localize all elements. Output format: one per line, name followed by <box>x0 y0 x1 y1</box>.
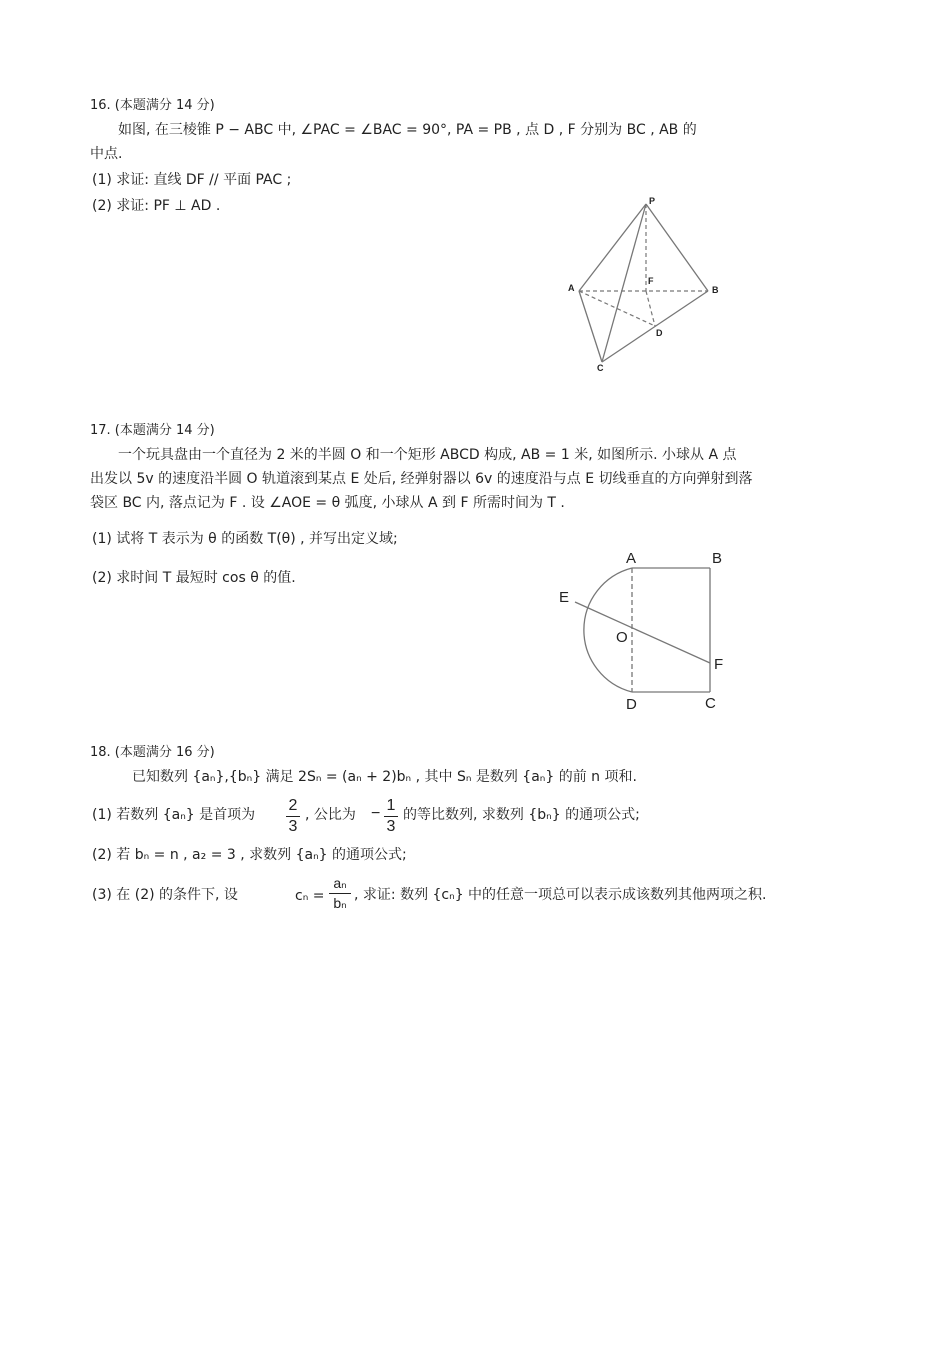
q17-part1: (1) 试将 T 表示为 θ 的函数 T(θ) , 并写出定义域; <box>92 531 398 547</box>
label-A: A <box>626 550 637 567</box>
label-F: F <box>648 276 654 286</box>
q17-stem-line1: 一个玩具盘由一个直径为 2 米的半圆 O 和一个矩形 ABCD 构成, AB = 1 米, 如图所示. 小球从 A 点 <box>118 447 737 463</box>
fraction-bar <box>384 816 398 817</box>
fraction-denominator: 3 <box>386 818 396 835</box>
q18-fraction-two-thirds <box>286 797 300 836</box>
q18-part3-post: , 求证: 数列 {cₙ} 中的任意一项总可以表示成该数列其他两项之积. <box>354 887 767 903</box>
q18-part3-pre: (3) 在 (2) 的条件下, 设 <box>92 887 238 903</box>
q18-part1-mid: , 公比为 <box>305 807 356 823</box>
fraction-bar <box>286 816 300 817</box>
edge-AC <box>579 291 602 362</box>
segment-EF <box>575 602 710 663</box>
q18-fraction-c-n <box>329 875 351 912</box>
label-E: E <box>559 589 570 606</box>
q18-part1-minus-sign: − <box>371 805 381 822</box>
label-D: D <box>656 328 663 338</box>
edge-PC <box>602 204 646 362</box>
q18-part1-post: 的等比数列, 求数列 {bₙ} 的通项公式; <box>403 807 640 823</box>
segment-FD <box>646 291 655 326</box>
label-B: B <box>712 550 723 567</box>
q18-header: 18. (本题满分 16 分) <box>90 745 215 760</box>
q16-part1: (1) 求证: 直线 DF // 平面 PAC ; <box>92 172 292 188</box>
fraction-numerator: 2 <box>288 797 298 814</box>
label-B: B <box>712 285 719 295</box>
edge-PA <box>579 204 646 291</box>
label-C: C <box>705 695 716 712</box>
fraction-bar <box>329 893 351 894</box>
q16-tetrahedron-figure <box>560 190 740 380</box>
q17-header: 17. (本题满分 14 分) <box>90 423 215 438</box>
q17-stem-line3: 袋区 BC 内, 落点记为 F . 设 ∠AOE = θ 弧度, 小球从 A 到 F 所需时间为 T . <box>90 495 565 511</box>
q18-part1-pre: (1) 若数列 {aₙ} 是首项为 <box>92 807 256 823</box>
label-P: P <box>649 196 656 206</box>
edge-BC <box>602 291 708 362</box>
fraction-numerator: aₙ <box>333 875 347 891</box>
label-D: D <box>626 696 637 713</box>
label-F: F <box>714 656 724 673</box>
fraction-denominator: 3 <box>288 818 298 835</box>
fraction-numerator: 1 <box>386 797 396 814</box>
label-O: O <box>616 629 628 646</box>
q18-part3-lhs: cₙ = <box>295 888 325 904</box>
q18-part2: (2) 若 bₙ = n , a₂ = 3 , 求数列 {aₙ} 的通项公式; <box>92 847 407 863</box>
q17-toy-plate-figure <box>550 545 740 720</box>
q17-part2: (2) 求时间 T 最短时 cos θ 的值. <box>92 570 296 586</box>
label-A: A <box>568 283 575 293</box>
label-C: C <box>597 363 604 373</box>
q16-stem-line1: 如图, 在三棱锥 P − ABC 中, ∠PAC = ∠BAC = 90°, PA = PB , 点 D , F 分别为 BC , AB 的 <box>118 122 697 138</box>
q16-stem-line2: 中点. <box>90 146 123 162</box>
q16-part2: (2) 求证: PF ⊥ AD . <box>92 198 221 214</box>
q18-fraction-one-third <box>384 797 398 836</box>
q17-stem-line2: 出发以 5v 的速度沿半圆 O 轨道滚到某点 E 处后, 经弹射器以 6v 的速度沿与点 E 切线垂直的方向弹射到落 <box>90 471 753 487</box>
q16-header: 16. (本题满分 14 分) <box>90 98 215 113</box>
edge-PB <box>646 204 708 291</box>
q18-stem: 已知数列 {aₙ},{bₙ} 满足 2Sₙ = (aₙ + 2)bₙ , 其中 Sₙ 是数列 {aₙ} 的前 n 项和. <box>132 769 637 785</box>
fraction-denominator: bₙ <box>333 895 347 911</box>
